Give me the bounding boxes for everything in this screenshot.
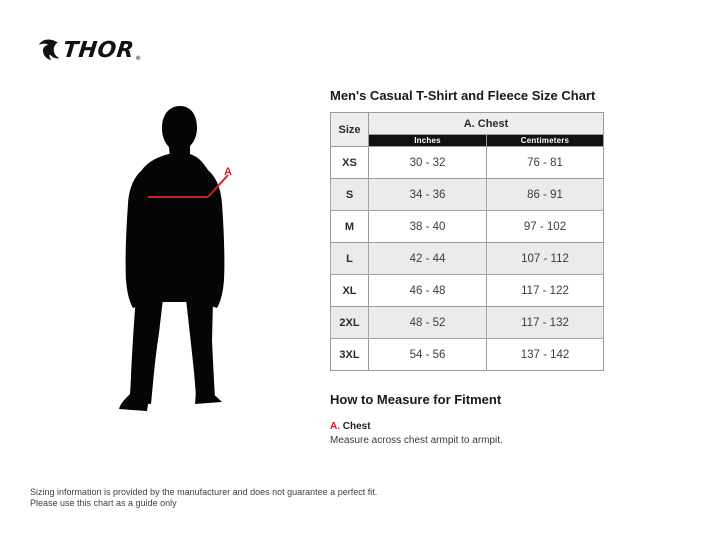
measure-item-name: Chest: [342, 421, 371, 432]
inches-value: 38 - 40: [369, 211, 487, 243]
measure-guide-title: How to Measure for Fitment: [330, 392, 502, 407]
table-row: [331, 275, 604, 307]
disclaimer-line-1: Sizing information is provided by the manufacturer and does not guarantee a perfect fit.: [30, 487, 378, 497]
centimeters-value: 117 - 122: [487, 275, 604, 307]
centimeters-value: 137 - 142: [487, 339, 604, 371]
size-value: M: [331, 211, 369, 243]
table-row: [331, 243, 604, 275]
size-value: 3XL: [331, 339, 369, 371]
table-row: [331, 307, 604, 339]
inches-value: 46 - 48: [369, 275, 487, 307]
brand-logo: [36, 38, 140, 64]
table-row: [331, 339, 604, 371]
male-silhouette-graphic: [116, 100, 236, 430]
size-chart-title: Men's Casual T-Shirt and Fleece Size Chart: [330, 88, 596, 103]
size-value: 2XL: [331, 307, 369, 339]
measurement-point-label: A: [224, 166, 232, 178]
size-value: L: [331, 243, 369, 275]
column-header-size: Size: [331, 113, 369, 147]
size-value: XL: [331, 275, 369, 307]
sizing-disclaimer: [30, 487, 377, 509]
body-silhouette-figure: [116, 100, 236, 430]
centimeters-value: 107 - 112: [487, 243, 604, 275]
centimeters-value: 76 - 81: [487, 147, 604, 179]
thor-goat-icon: [36, 38, 61, 64]
registered-mark: ®: [136, 56, 141, 62]
table-subheader-row: [331, 135, 604, 147]
column-header-inches: Inches: [369, 135, 487, 147]
measure-item-heading: [330, 421, 610, 432]
inches-value: 30 - 32: [369, 147, 487, 179]
size-value: XS: [331, 147, 369, 179]
table-row: [331, 211, 604, 243]
size-value: S: [331, 179, 369, 211]
inches-value: 34 - 36: [369, 179, 487, 211]
centimeters-value: 86 - 91: [487, 179, 604, 211]
measure-item-description: Measure across chest armpit to armpit.: [330, 435, 503, 446]
table-row: [331, 147, 604, 179]
table-header-row: [331, 113, 604, 135]
measure-item-key: A.: [330, 421, 340, 432]
inches-value: 54 - 56: [369, 339, 487, 371]
measure-guide-section: [330, 392, 610, 446]
centimeters-value: 117 - 132: [487, 307, 604, 339]
centimeters-value: 97 - 102: [487, 211, 604, 243]
size-chart-table: [330, 112, 604, 371]
column-header-chest-group: A. Chest: [369, 113, 604, 135]
inches-value: 48 - 52: [369, 307, 487, 339]
brand-wordmark: THOR: [61, 38, 136, 63]
table-row: [331, 179, 604, 211]
disclaimer-line-2: Please use this chart as a guide only: [30, 498, 177, 508]
inches-value: 42 - 44: [369, 243, 487, 275]
measure-guide-item: [330, 421, 610, 446]
column-header-centimeters: Centimeters: [487, 135, 604, 147]
